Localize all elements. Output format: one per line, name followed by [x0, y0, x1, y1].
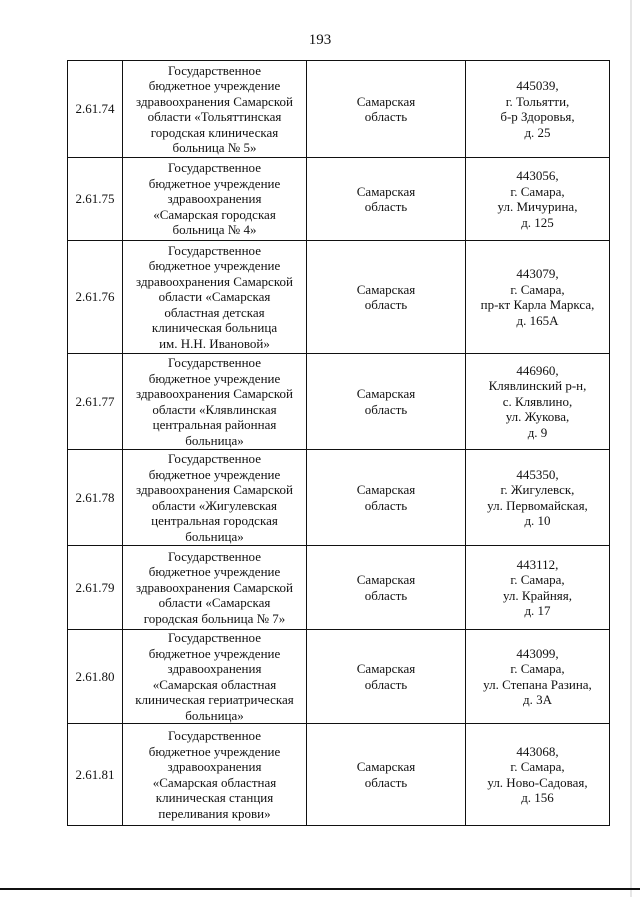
region: Самарская область	[307, 724, 466, 826]
row-code: 2.61.79	[68, 546, 123, 630]
region: Самарская область	[307, 158, 466, 241]
table-row	[68, 450, 610, 546]
region: Самарская область	[307, 546, 466, 630]
address: 443068, г. Самара, ул. Ново-Садовая, д. 156	[466, 724, 610, 826]
table-row	[68, 630, 610, 724]
institution-name: Государственное бюджетное учреждение здравоохранения «Самарская областная клиническая гериатрическая больница»	[123, 630, 307, 724]
address: 443099, г. Самара, ул. Степана Разина, д. 3А	[466, 630, 610, 724]
table-row	[68, 158, 610, 241]
row-code: 2.61.76	[68, 241, 123, 354]
address: 445350, г. Жигулевск, ул. Первомайская, д. 10	[466, 450, 610, 546]
institution-name: Государственное бюджетное учреждение здравоохранения Самарской области «Самарская областная детская клиническая больница им. Н.Н. Ивановой»	[123, 241, 307, 354]
region: Самарская область	[307, 61, 466, 158]
institutions-table-wrapper	[67, 60, 609, 826]
row-code: 2.61.81	[68, 724, 123, 826]
row-code: 2.61.77	[68, 354, 123, 450]
institution-name: Государственное бюджетное учреждение здравоохранения «Самарская областная клиническая станция переливания крови»	[123, 724, 307, 826]
address: 443112, г. Самара, ул. Крайняя, д. 17	[466, 546, 610, 630]
institutions-table	[67, 60, 610, 826]
table-row	[68, 354, 610, 450]
region: Самарская область	[307, 450, 466, 546]
row-code: 2.61.80	[68, 630, 123, 724]
address: 445039, г. Тольятти, б-р Здоровья, д. 25	[466, 61, 610, 158]
table-row	[68, 546, 610, 630]
region: Самарская область	[307, 241, 466, 354]
row-code: 2.61.78	[68, 450, 123, 546]
row-code: 2.61.74	[68, 61, 123, 158]
institution-name: Государственное бюджетное учреждение здравоохранения Самарской области «Жигулевская центральная городская больница»	[123, 450, 307, 546]
table-row	[68, 241, 610, 354]
scan-edge-shadow	[630, 0, 632, 897]
address: 446960, Клявлинский р-н, с. Клявлино, ул. Жукова, д. 9	[466, 354, 610, 450]
institution-name: Государственное бюджетное учреждение здравоохранения Самарской области «Клявлинская центральная районная больница»	[123, 354, 307, 450]
address: 443056, г. Самара, ул. Мичурина, д. 125	[466, 158, 610, 241]
page-number: 193	[308, 32, 332, 48]
region: Самарская область	[307, 354, 466, 450]
table-row	[68, 724, 610, 826]
institution-name: Государственное бюджетное учреждение здравоохранения Самарской области «Тольяттинская городская клиническая больница № 5»	[123, 61, 307, 158]
row-code: 2.61.75	[68, 158, 123, 241]
region: Самарская область	[307, 630, 466, 724]
scan-bottom-edge	[0, 888, 640, 890]
table-row	[68, 61, 610, 158]
address: 443079, г. Самара, пр-кт Карла Маркса, д. 165А	[466, 241, 610, 354]
institution-name: Государственное бюджетное учреждение здравоохранения Самарской области «Самарская городская больница № 7»	[123, 546, 307, 630]
institution-name: Государственное бюджетное учреждение здравоохранения «Самарская городская больница № 4»	[123, 158, 307, 241]
